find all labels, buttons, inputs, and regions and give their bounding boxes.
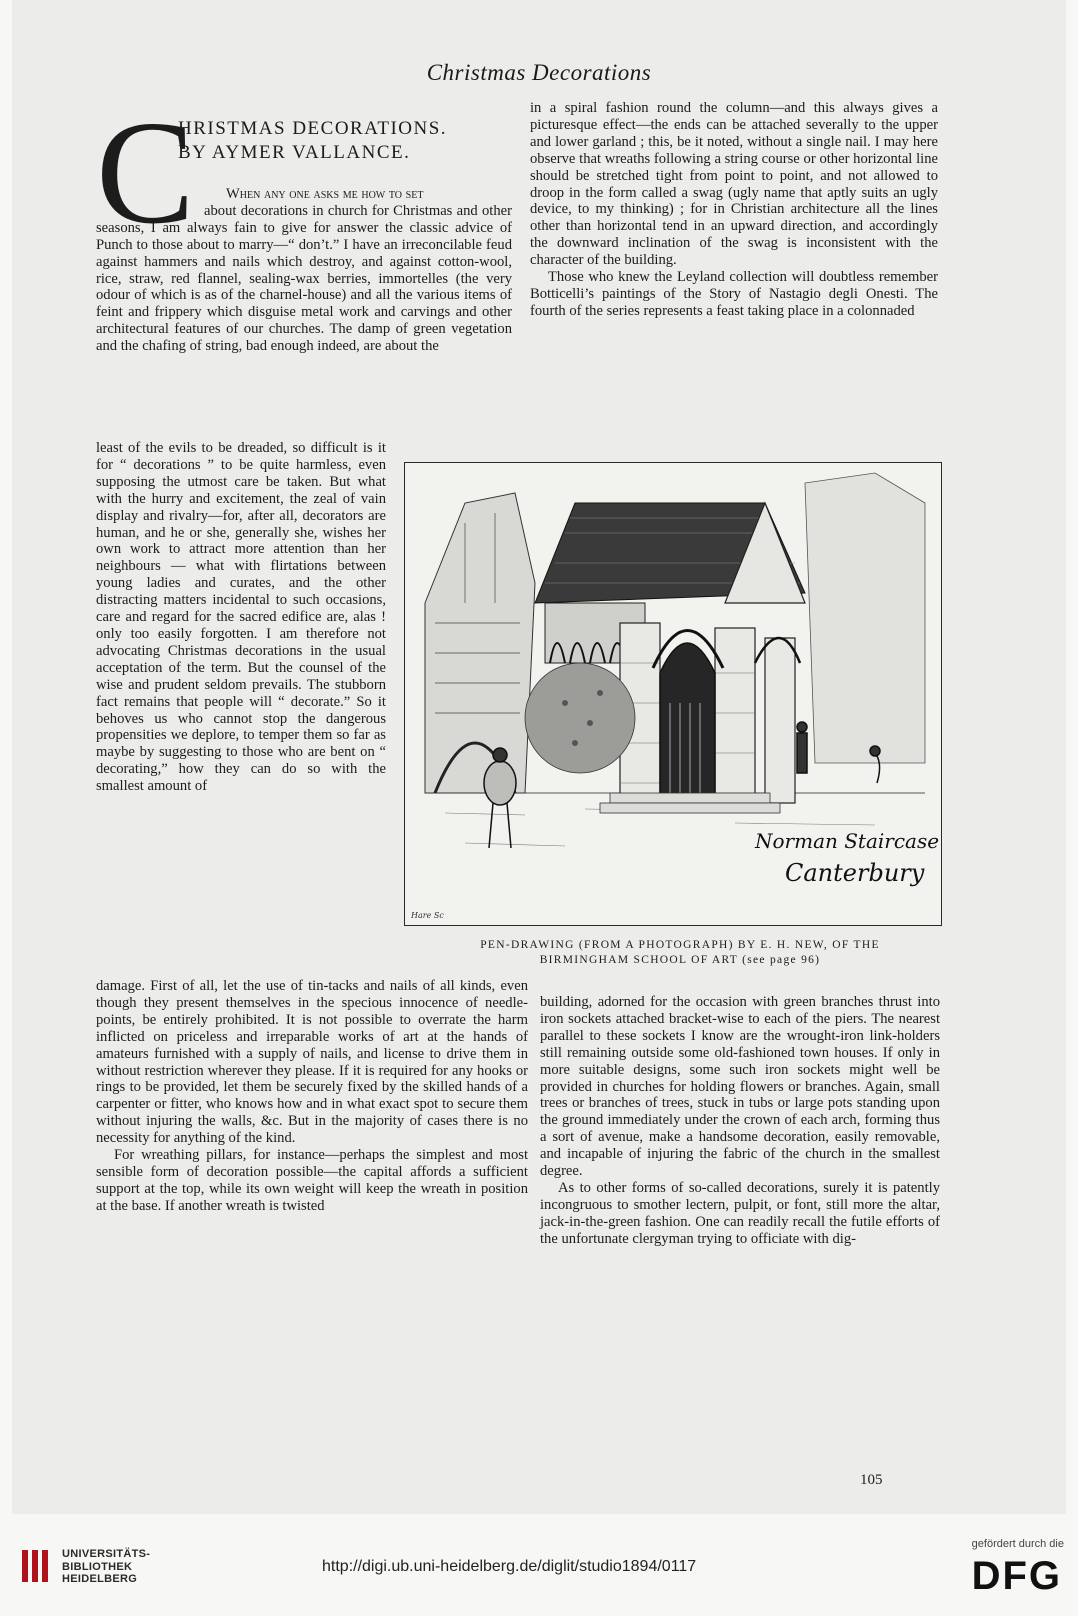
left-column-narrow xyxy=(96,440,386,795)
library-name: UNIVERSITÄTS- BIBLIOTHEK HEIDELBERG xyxy=(62,1548,151,1585)
dfg-logo: DFG xyxy=(971,1554,1062,1598)
engraver-mark: Hare Sc xyxy=(411,911,444,920)
drop-cap: C xyxy=(96,91,195,255)
permalink-url[interactable]: http://digi.ub.uni-heidelberg.de/diglit/studio1894/0117 xyxy=(322,1558,697,1575)
right-column-top xyxy=(530,100,938,320)
paragraph: least of the evils to be dreaded, so difficult is it for “ decorations ” to be quite harmless, even supposing the utmost care be taken. But what with the hurry and excitement, the zeal of vain display and rivalry—for, after all, decorators are human, and he or she, generally she, wishes her own work to attract more attention than her neighbours — what with flirtations between young ladies and curates, and the other distracting matters incidental to such occasions, care and regard for the sacred edifice are, alas ! only too easily forgotten. I am therefore not advocating Christmas decorations in the usual acceptation of the term. But the counsel of the wise and prudent seldom prevails. The stubborn fact remains that people will “ decorate.” So it behoves us who cannot stop the dangerous propensities we deplore, to temper them so far as maybe by suggesting to those who are bent on “ decorating,” how they can do so with the smallest amount of xyxy=(96,440,386,795)
drawing-title-line1: Norman Staircase xyxy=(755,829,940,853)
intro-paragraph xyxy=(96,186,512,355)
figure-caption xyxy=(420,938,940,968)
left-column-wide xyxy=(96,978,528,1215)
paragraph: For wreathing pillars, for instance—perhaps the simplest and most sensible form of decoration possible—the capital affords a sufficient support at the top, while its own weight will keep the wreath in position at the base. If another wreath is twisted xyxy=(96,1147,528,1214)
paragraph: damage. First of all, let the use of tin-tacks and nails of all kinds, even though they present themselves in the specious innocence of needle-points, be entirely prohibited. It is not possible to overrate the harm inflicted on priceless and irreparable works of art at the hands of amateurs furnished with a supply of nails, and license to drive them in without restriction wherever they please. If it is required for any hooks or rings to be provided, let them be securely fixed by the skilled hands of a carpenter or fitter, who knows how and in what exact spot to secure them without injuring the walls, &c. But in the majority of cases there is no necessity for anything of the kind. xyxy=(96,978,528,1147)
article-byline: BY AYMER VALLANCE. xyxy=(178,142,411,163)
intro-body: about decorations in church for Christmas and other seasons, I am always fain to give for answer the classic advice of Punch to those about to marry—“ don’t.” I have an irreconcilable feud against hammers and nails which destroy, and against cotton-wool, rice, straw, red flannel, sealing-wax berries, immortelles (the very odour of which is as of the charnel-house) and all the various items of feint and frippery which disguise metal work and carvings and other architectural features of our churches. The damp of green vegetation and the chafing of string, bad enough indeed, are about the xyxy=(96,202,512,355)
paragraph: As to other forms of so-called decorations, surely it is patently incongruous to smother lectern, pulpit, or font, still more the altar, jack-in-the-green fashion. One can readily recall the futile efforts of the unfortunate clergyman trying to officiate with dig- xyxy=(540,1179,940,1247)
running-head: Christmas Decorations xyxy=(426,60,652,85)
pen-drawing-illustration xyxy=(404,462,942,926)
norman-staircase-drawing xyxy=(405,463,941,925)
article-title: HRISTMAS DECORATIONS. xyxy=(178,118,448,139)
caption-line: BIRMINGHAM SCHOOL OF ART (see page 96) xyxy=(539,954,821,966)
digitization-footer xyxy=(0,1532,1078,1616)
paragraph: building, adorned for the occasion with green branches thrust into iron sockets attached bracket-wise to each of the piers. The nearest parallel to these sockets I know are the wrought-iron link-holders still remaining outside some old-fashioned town houses. If only in more suitable designs, some such iron sockets might well be provided in churches for holding flowers or branches. Again, small trees or branches of trees, stuck in tubs or large pots standing upon the ground immediately under the crown of each arch, forming thus a sort of avenue, make a handsome decoration, easily removable, and incapable of injuring the fabric of the church in the smallest degree. xyxy=(540,994,940,1180)
paragraph: in a spiral fashion round the column—and this always gives a picturesque effect—the ends can be attached severally to the upper and lower garland ; this, be it noted, without a single nail. I may here observe that wreaths following a string course or other horizontal line should be stretched tight from point to point, and not allowed to droop in the form called a swag (ugly name that aptly suits an ugly device, to my thinking) ; for in Christian architecture all the lines other than horizontal tend in an upward direction, and accordingly the downward inclination of the swag is inconsistent with the character of the building. xyxy=(530,100,938,269)
page-number: 105 xyxy=(860,1472,883,1488)
funding-note: gefördert durch die xyxy=(971,1538,1064,1550)
drawing-title-line2: Canterbury xyxy=(785,859,925,887)
paragraph: Those who knew the Leyland collection will doubtless remember Botticelli’s paintings of the Story of Nastagio degli Onesti. The fourth of the series represents a feast taking place in a colonnaded xyxy=(530,269,938,319)
right-column-bottom xyxy=(540,994,940,1248)
intro-first-line: When any one asks me how to set xyxy=(226,186,424,202)
university-library-logo-icon xyxy=(20,1546,54,1586)
caption-line: PEN-DRAWING (FROM A PHOTOGRAPH) BY E. H. NEW, OF THE xyxy=(480,939,880,951)
